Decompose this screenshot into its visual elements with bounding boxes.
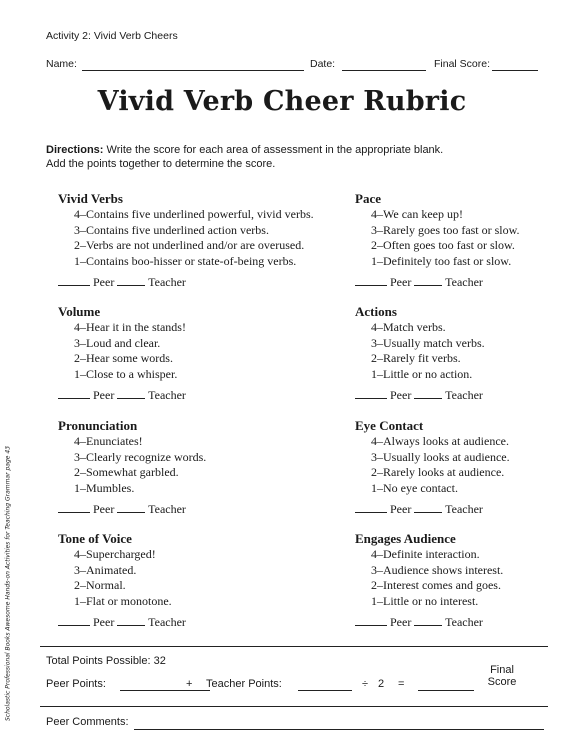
peer-label: Peer [390,388,412,402]
criteria-item: 2–Interest comes and goes. [371,578,501,592]
peer-label: Peer [93,388,115,402]
criteria-item: 3–Loud and clear. [74,335,161,350]
teacher-blank[interactable] [414,275,442,286]
score-line [58,502,206,517]
criteria-item: 4–Contains five underlined powerful, vivid verbs. [74,207,314,221]
final-line2: Score [487,676,517,688]
teacher-points-field[interactable] [298,690,352,691]
section-heading: Vivid Verbs [58,191,123,206]
section-engages-audience [355,531,503,630]
directions-line2: Add the points together to determine the score. [46,158,276,170]
score-line [355,615,503,630]
points-calculation-row [46,664,546,706]
section-heading: Engages Audience [355,531,456,546]
peer-label: Peer [93,615,115,629]
score-line [58,275,314,290]
divider-top [40,646,548,647]
teacher-label: Teacher [148,275,186,289]
teacher-label: Teacher [445,388,483,402]
criteria-item: 1–Little or no interest. [371,593,479,608]
criteria-item: 2–Hear some words. [74,351,173,365]
section-heading: Volume [58,304,101,319]
criteria-item: 1–Little or no action. [371,366,473,381]
peer-label: Peer [93,502,115,516]
divider-bottom [40,706,548,707]
teacher-blank[interactable] [414,388,442,399]
criteria-item: 1–No eye contact. [371,480,458,495]
section-volume [58,304,186,403]
section-eye-contact [355,418,510,517]
total-points-possible: Total Points Possible: 32 [46,655,166,667]
date-label: Date: [310,58,336,70]
peer-blank[interactable] [58,502,90,513]
peer-blank[interactable] [355,388,387,399]
peer-comments-label: Peer Comments: [46,716,129,728]
activity-label: Activity 2: Vivid Verb Cheers [46,30,178,42]
peer-label: Peer [390,502,412,516]
peer-comments-field[interactable] [134,729,544,730]
section-heading: Pronunciation [58,418,138,433]
teacher-blank[interactable] [414,502,442,513]
name-field[interactable] [82,70,304,71]
section-vivid-verbs [58,191,314,290]
final-line1: Final [490,664,514,676]
criteria-item: 2–Often goes too fast or slow. [371,238,515,252]
criteria-item: 3–Contains five underlined action verbs. [74,222,269,237]
peer-label: Peer [93,275,115,289]
divide-sign: ÷ [362,678,369,690]
criteria-item: 2–Somewhat garbled. [74,465,179,479]
teacher-blank[interactable] [117,502,145,513]
criteria-item: 1–Mumbles. [74,480,135,495]
criteria-item: 2–Normal. [74,578,126,592]
peer-blank[interactable] [58,388,90,399]
teacher-blank[interactable] [117,615,145,626]
criteria-item: 4–Hear it in the stands! [74,320,186,334]
criteria-item: 1–Close to a whisper. [74,366,178,381]
teacher-blank[interactable] [117,388,145,399]
name-date-score-row [46,58,540,74]
criteria-item: 4–Definite interaction. [371,547,480,561]
final-score-label-block [486,664,518,688]
criteria-item: 1–Contains boo-hisser or state-of-being verbs. [74,253,297,268]
peer-blank[interactable] [355,615,387,626]
section-actions [355,304,485,403]
peer-label: Peer [390,275,412,289]
section-heading: Pace [355,191,381,206]
criteria-item: 4–Supercharged! [74,547,156,561]
divisor-two: 2 [378,678,385,690]
final-score-label: Final Score: [434,58,491,70]
score-line [355,388,485,403]
teacher-label: Teacher [445,615,483,629]
date-field[interactable] [342,70,426,71]
peer-blank[interactable] [355,502,387,513]
criteria-item: 4–Always looks at audience. [371,434,509,448]
peer-points-field[interactable] [120,690,210,691]
score-line [355,275,520,290]
score-line [58,388,186,403]
criteria-item: 2–Rarely fit verbs. [371,351,461,365]
criteria-item: 3–Usually looks at audience. [371,449,510,464]
section-heading: Tone of Voice [58,531,132,546]
directions [46,143,516,171]
peer-blank[interactable] [355,275,387,286]
section-pronunciation [58,418,206,517]
peer-points-label: Peer Points: [46,678,106,690]
teacher-blank[interactable] [414,615,442,626]
peer-blank[interactable] [58,275,90,286]
teacher-label: Teacher [148,615,186,629]
directions-bold: Directions: [46,144,104,156]
peer-label: Peer [390,615,412,629]
criteria-item: 3–Rarely goes too fast or slow. [371,222,520,237]
criteria-item: 4–Enunciates! [74,434,143,448]
peer-blank[interactable] [58,615,90,626]
name-label: Name: [46,58,77,70]
criteria-item: 4–We can keep up! [371,207,463,221]
teacher-label: Teacher [148,502,186,516]
criteria-item: 2–Verbs are not underlined and/or are overused. [74,238,305,252]
plus-sign: + [186,678,193,690]
final-score-field[interactable] [492,70,538,71]
criteria-item: 1–Flat or monotone. [74,593,172,608]
criteria-item: 3–Audience shows interest. [371,562,504,577]
publisher-credit: Scholastic Professional Books Awesome Hands-on Activities for Teaching Grammar page 43 [4,445,12,722]
score-line [58,615,186,630]
teacher-blank[interactable] [117,275,145,286]
section-tone-of-voice [58,531,186,630]
criteria-item: 3–Clearly recognize words. [74,449,207,464]
publisher-sidebar [2,430,14,742]
score-line [355,502,510,517]
final-score-total-field[interactable] [418,690,474,691]
teacher-label: Teacher [445,275,483,289]
equals-sign: = [398,678,405,690]
criteria-item: 1–Definitely too fast or slow. [371,253,512,268]
teacher-label: Teacher [148,388,186,402]
criteria-item: 4–Match verbs. [371,320,446,334]
teacher-points-label: Teacher Points: [206,678,282,690]
directions-text: Write the score for each area of assessment in the appropriate blank. [106,144,444,156]
section-pace [355,191,520,290]
teacher-label: Teacher [445,502,483,516]
criteria-item: 3–Animated. [74,562,137,577]
section-heading: Eye Contact [355,418,424,433]
page-title: Vivid Verb Cheer Rubric [97,86,467,117]
section-heading: Actions [355,304,397,319]
criteria-item: 3–Usually match verbs. [371,335,485,350]
criteria-item: 2–Rarely looks at audience. [371,465,505,479]
